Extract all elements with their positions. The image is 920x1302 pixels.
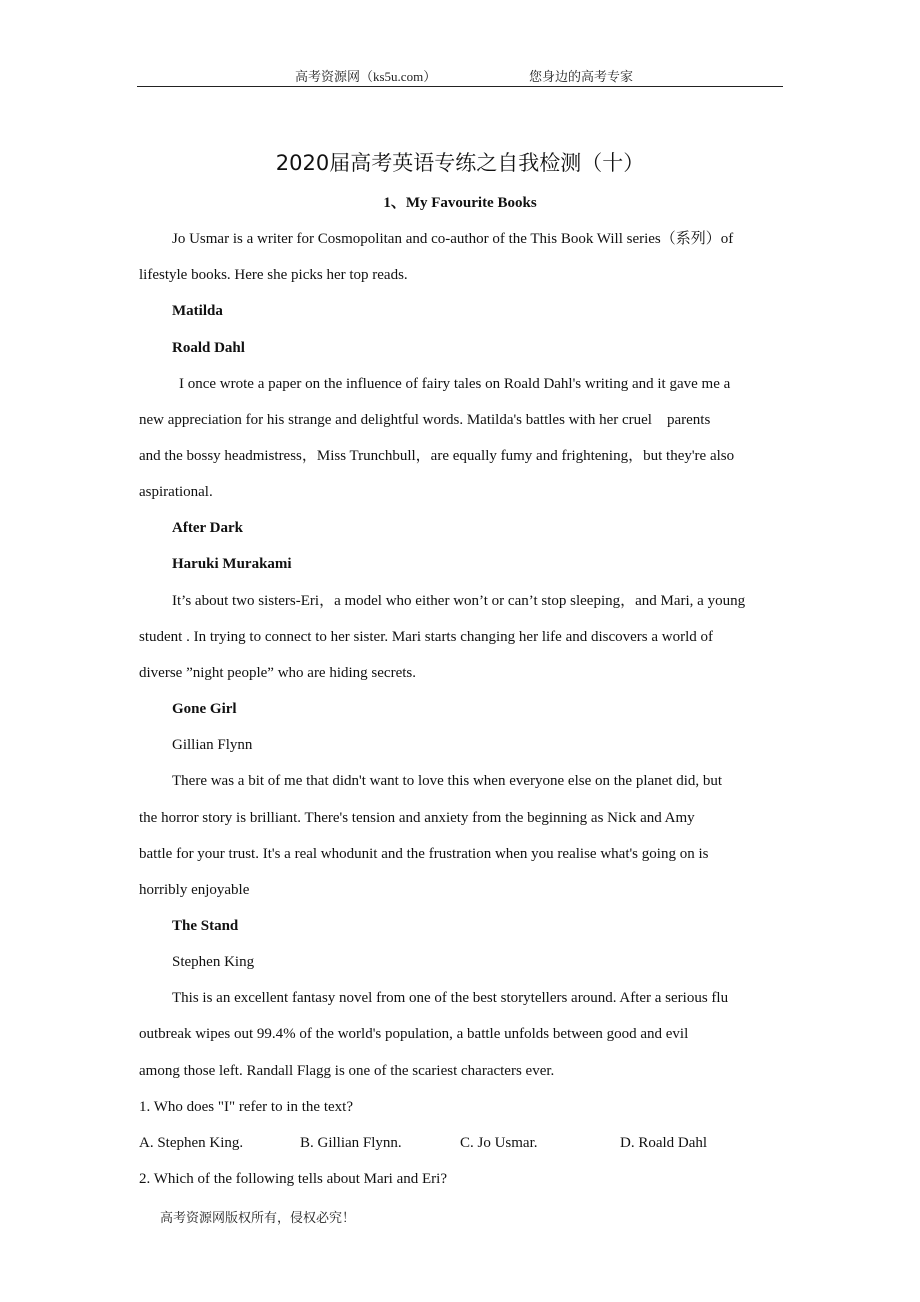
book-title: After Dark bbox=[172, 520, 243, 536]
question-option-d: D. Roald Dahl bbox=[620, 1135, 708, 1151]
book-review-line: battle for your trust. It's a real whodunit and the frustration when you realise what's going on is bbox=[139, 846, 709, 862]
book-review-line: I once wrote a paper on the influence of fairy tales on Roald Dahl's writing and it gave me a bbox=[179, 376, 731, 392]
question-stem: 1. Who does "I" refer to in the text? bbox=[139, 1099, 353, 1115]
intro-line: lifestyle books. Here she picks her top reads. bbox=[139, 267, 408, 283]
book-review-line: among those left. Randall Flagg is one of the scariest characters ever. bbox=[139, 1063, 555, 1079]
question-option-b: B. Gillian Flynn. bbox=[300, 1135, 402, 1151]
passage-heading: 1、My Favourite Books bbox=[383, 195, 537, 211]
book-review-line: It’s about two sisters-Eri，a model who either won’t or can’t stop sleeping，and Mari, a young bbox=[172, 593, 746, 609]
header-site-name: 高考资源网（ks5u.com） bbox=[295, 69, 437, 84]
book-review-line: horribly enjoyable bbox=[139, 882, 250, 898]
book-title: Matilda bbox=[172, 303, 223, 319]
book-review-line: aspirational. bbox=[139, 484, 213, 500]
book-review-line: This is an excellent fantasy novel from one of the best storytellers around. After a serious flu bbox=[172, 990, 729, 1006]
document-title: 2020届高考英语专练之自我检测（十） bbox=[275, 151, 645, 175]
book-title: Gone Girl bbox=[172, 701, 237, 717]
book-author: Roald Dahl bbox=[172, 340, 245, 356]
question-stem: 2. Which of the following tells about Mari and Eri? bbox=[139, 1171, 447, 1187]
page-footer: 高考资源网版权所有，侵权必究！ bbox=[160, 1210, 356, 1225]
book-review-line: the horror story is brilliant. There's tension and anxiety from the beginning as Nick and Amy bbox=[139, 810, 695, 826]
book-review-line: student . In trying to connect to her sister. Mari starts changing her life and discovers a world of bbox=[139, 629, 714, 645]
book-author: Stephen King bbox=[172, 954, 255, 970]
book-review-line: outbreak wipes out 99.4% of the world's population, a battle unfolds between good and evil bbox=[139, 1026, 689, 1042]
book-review-line: new appreciation for his strange and delightful words. Matilda's battles with her cruel parents bbox=[139, 412, 711, 428]
book-review-line: There was a bit of me that didn't want to love this when everyone else on the planet did, but bbox=[172, 773, 723, 789]
book-author: Gillian Flynn bbox=[172, 737, 253, 753]
header-slogan: 您身边的高考专家 bbox=[529, 69, 634, 84]
book-author: Haruki Murakami bbox=[172, 556, 292, 572]
page-header bbox=[137, 64, 783, 87]
book-review-line: and the bossy headmistress，Miss Trunchbull，are equally fumy and frightening，but they're also bbox=[139, 448, 735, 464]
book-review-line: diverse ”night people” who are hiding secrets. bbox=[139, 665, 416, 681]
intro-line: Jo Usmar is a writer for Cosmopolitan and co-author of the This Book Will series（系列）of bbox=[172, 231, 734, 247]
book-title: The Stand bbox=[172, 918, 239, 934]
question-option-c: C. Jo Usmar. bbox=[460, 1135, 538, 1151]
question-option-a: A. Stephen King. bbox=[139, 1135, 244, 1151]
